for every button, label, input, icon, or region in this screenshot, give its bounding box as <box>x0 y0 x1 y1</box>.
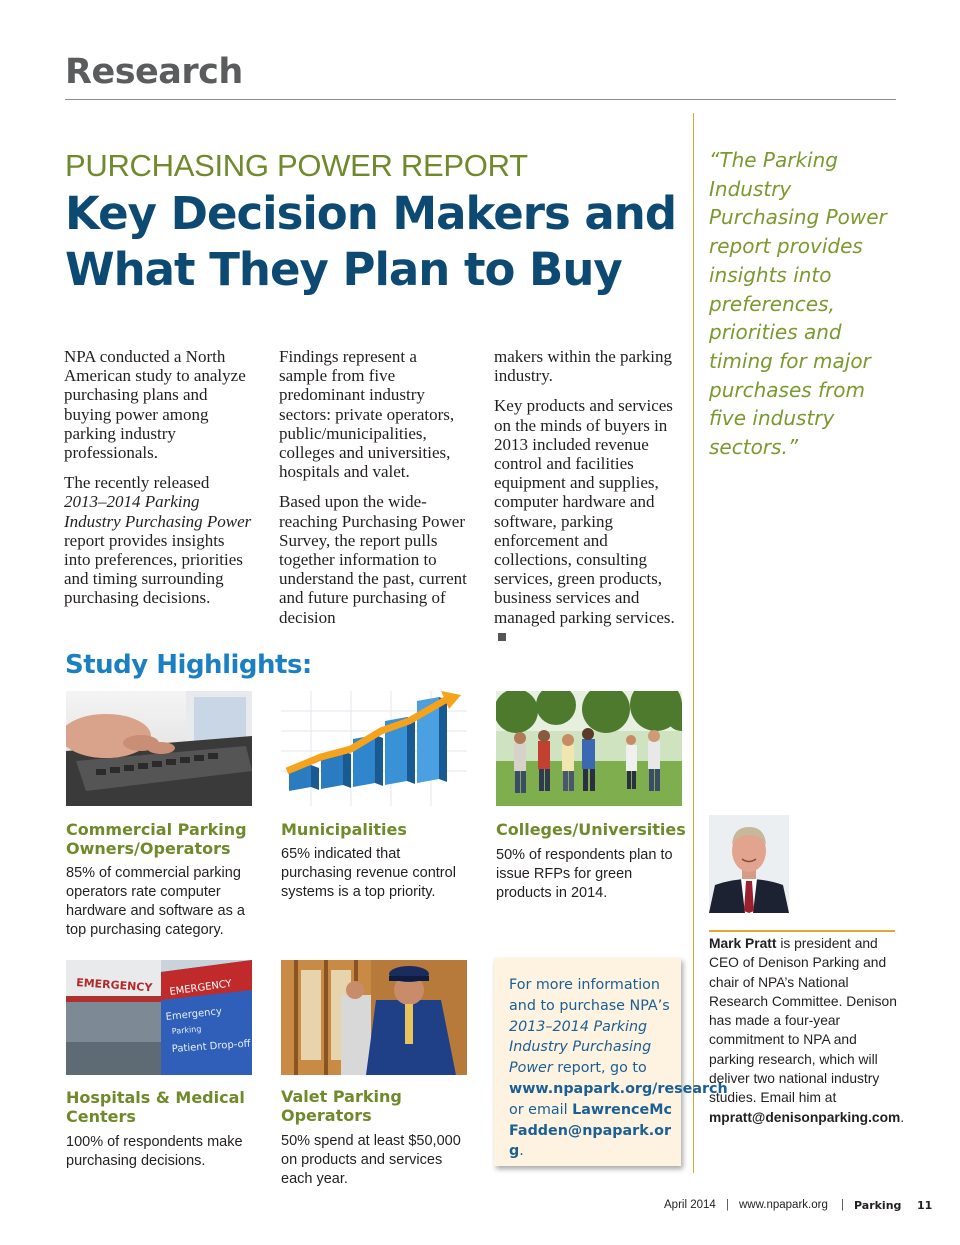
more-info-text: For more information and to purchase NPA’s 2013–2014 Parking Industry Purchasing Power report, go to www.npapark.org/research or email LawrenceMcFadden@npapark.org. <box>509 977 728 1160</box>
card-text-colleges: 50% of respondents plan to issue RFPs for green products in 2014. <box>496 847 673 901</box>
end-mark-icon <box>498 633 506 641</box>
author-name: Mark Pratt <box>709 936 777 951</box>
card-title-commercial: Commercial Parking Owners/Operators <box>66 820 247 858</box>
author-bio: Mark Pratt is president and CEO of Denison Parking and chair of NPA’s National Research Committee. Denison has made a four-year commitment to NPA and parking research, which will deliver two national industry studies. Email him at mpratt@denisonparking.com. <box>709 936 905 1125</box>
author-email[interactable]: mpratt@denisonparking.com <box>709 1109 901 1125</box>
card-text-commercial: 85% of commercial parking operators rate computer hardware and software as a top purchasing category. <box>66 865 245 938</box>
card-title-municipalities: Municipalities <box>281 820 407 839</box>
laptop-photo <box>66 691 252 806</box>
body-paragraph: Key products and services on the minds of buyers in 2013 included revenue control and facilities equipment and supplies, computer hardware and software, parking enforcement and collections, consulting services, green products, business services and managed parking services. <box>494 396 684 646</box>
body-paragraph: NPA conducted a North American study to analyze purchasing plans and buying power among parking industry professionals. <box>64 347 246 463</box>
body-column-3 <box>494 347 684 657</box>
valet-photo <box>281 960 467 1075</box>
growth-bars-photo <box>281 691 467 806</box>
body-paragraph: Based upon the wide-reaching Purchasing Power Survey, the report pulls together information to understand the past, current and future purchasing of decision <box>279 492 467 627</box>
section-title: Research <box>65 52 243 92</box>
hospital-sign-photo <box>66 960 252 1075</box>
sign-line-parking: Parking <box>171 1024 202 1036</box>
footer-date: April 2014 <box>664 1199 716 1211</box>
highlights-title: Study Highlights: <box>65 650 312 680</box>
footer-separator: | <box>841 1199 844 1211</box>
body-paragraph: makers within the parking industry. <box>494 347 672 386</box>
email-link[interactable]: LawrenceMcFadden@npapark.org <box>509 1101 672 1160</box>
body-column-2 <box>279 347 469 638</box>
footer-site[interactable]: www.npapark.org <box>739 1199 828 1211</box>
students-photo <box>496 691 682 806</box>
card-title-hospitals: Hospitals & Medical Centers <box>66 1088 245 1126</box>
sign-line-dropoff: Patient Drop-off <box>171 1038 251 1055</box>
author-headshot <box>709 815 789 913</box>
sidebar-divider <box>693 113 694 1173</box>
more-info-box <box>494 958 728 1166</box>
bio-rule <box>709 930 895 932</box>
article-headline: Key Decision Makers and What They Plan to Buy <box>65 187 677 296</box>
sign-line-emergency: Emergency <box>165 1006 223 1023</box>
research-link[interactable]: www.npapark.org/research <box>509 1080 728 1097</box>
footer-separator: | <box>726 1199 729 1211</box>
page-number: 11 <box>917 1199 933 1212</box>
body-paragraph: Findings represent a sample from five predominant industry sectors: private operators, public/municipalities, colleges and universities, hospitals and valet. <box>279 347 455 482</box>
sign-emergency-left: EMERGENCY <box>75 976 153 995</box>
body-column-1 <box>64 347 254 619</box>
card-title-colleges: Colleges/Universities <box>496 820 686 839</box>
card-text-municipalities: 65% indicated that purchasing revenue control systems is a top priority. <box>281 846 456 900</box>
card-title-valet: Valet Parking Operators <box>281 1087 402 1125</box>
card-text-hospitals: 100% of respondents make purchasing decisions. <box>66 1134 243 1169</box>
header-rule <box>65 99 896 100</box>
article-kicker: PURCHASING POWER REPORT <box>65 148 528 183</box>
footer-magazine: Parking <box>854 1199 902 1212</box>
body-paragraph: The recently released 2013–2014 Parking Industry Purchasing Power report provides insights into preferences, priorities and timing surrounding purchasing decisions. <box>64 473 252 608</box>
card-text-valet: 50% spend at least $50,000 on products and services each year. <box>281 1133 461 1187</box>
pull-quote: “The Parking Industry Purchasing Power report provides insights into preferences, priorities and timing for major purchases from five industry sectors.” <box>709 148 887 460</box>
sign-emergency-right: EMERGENCY <box>168 978 233 998</box>
